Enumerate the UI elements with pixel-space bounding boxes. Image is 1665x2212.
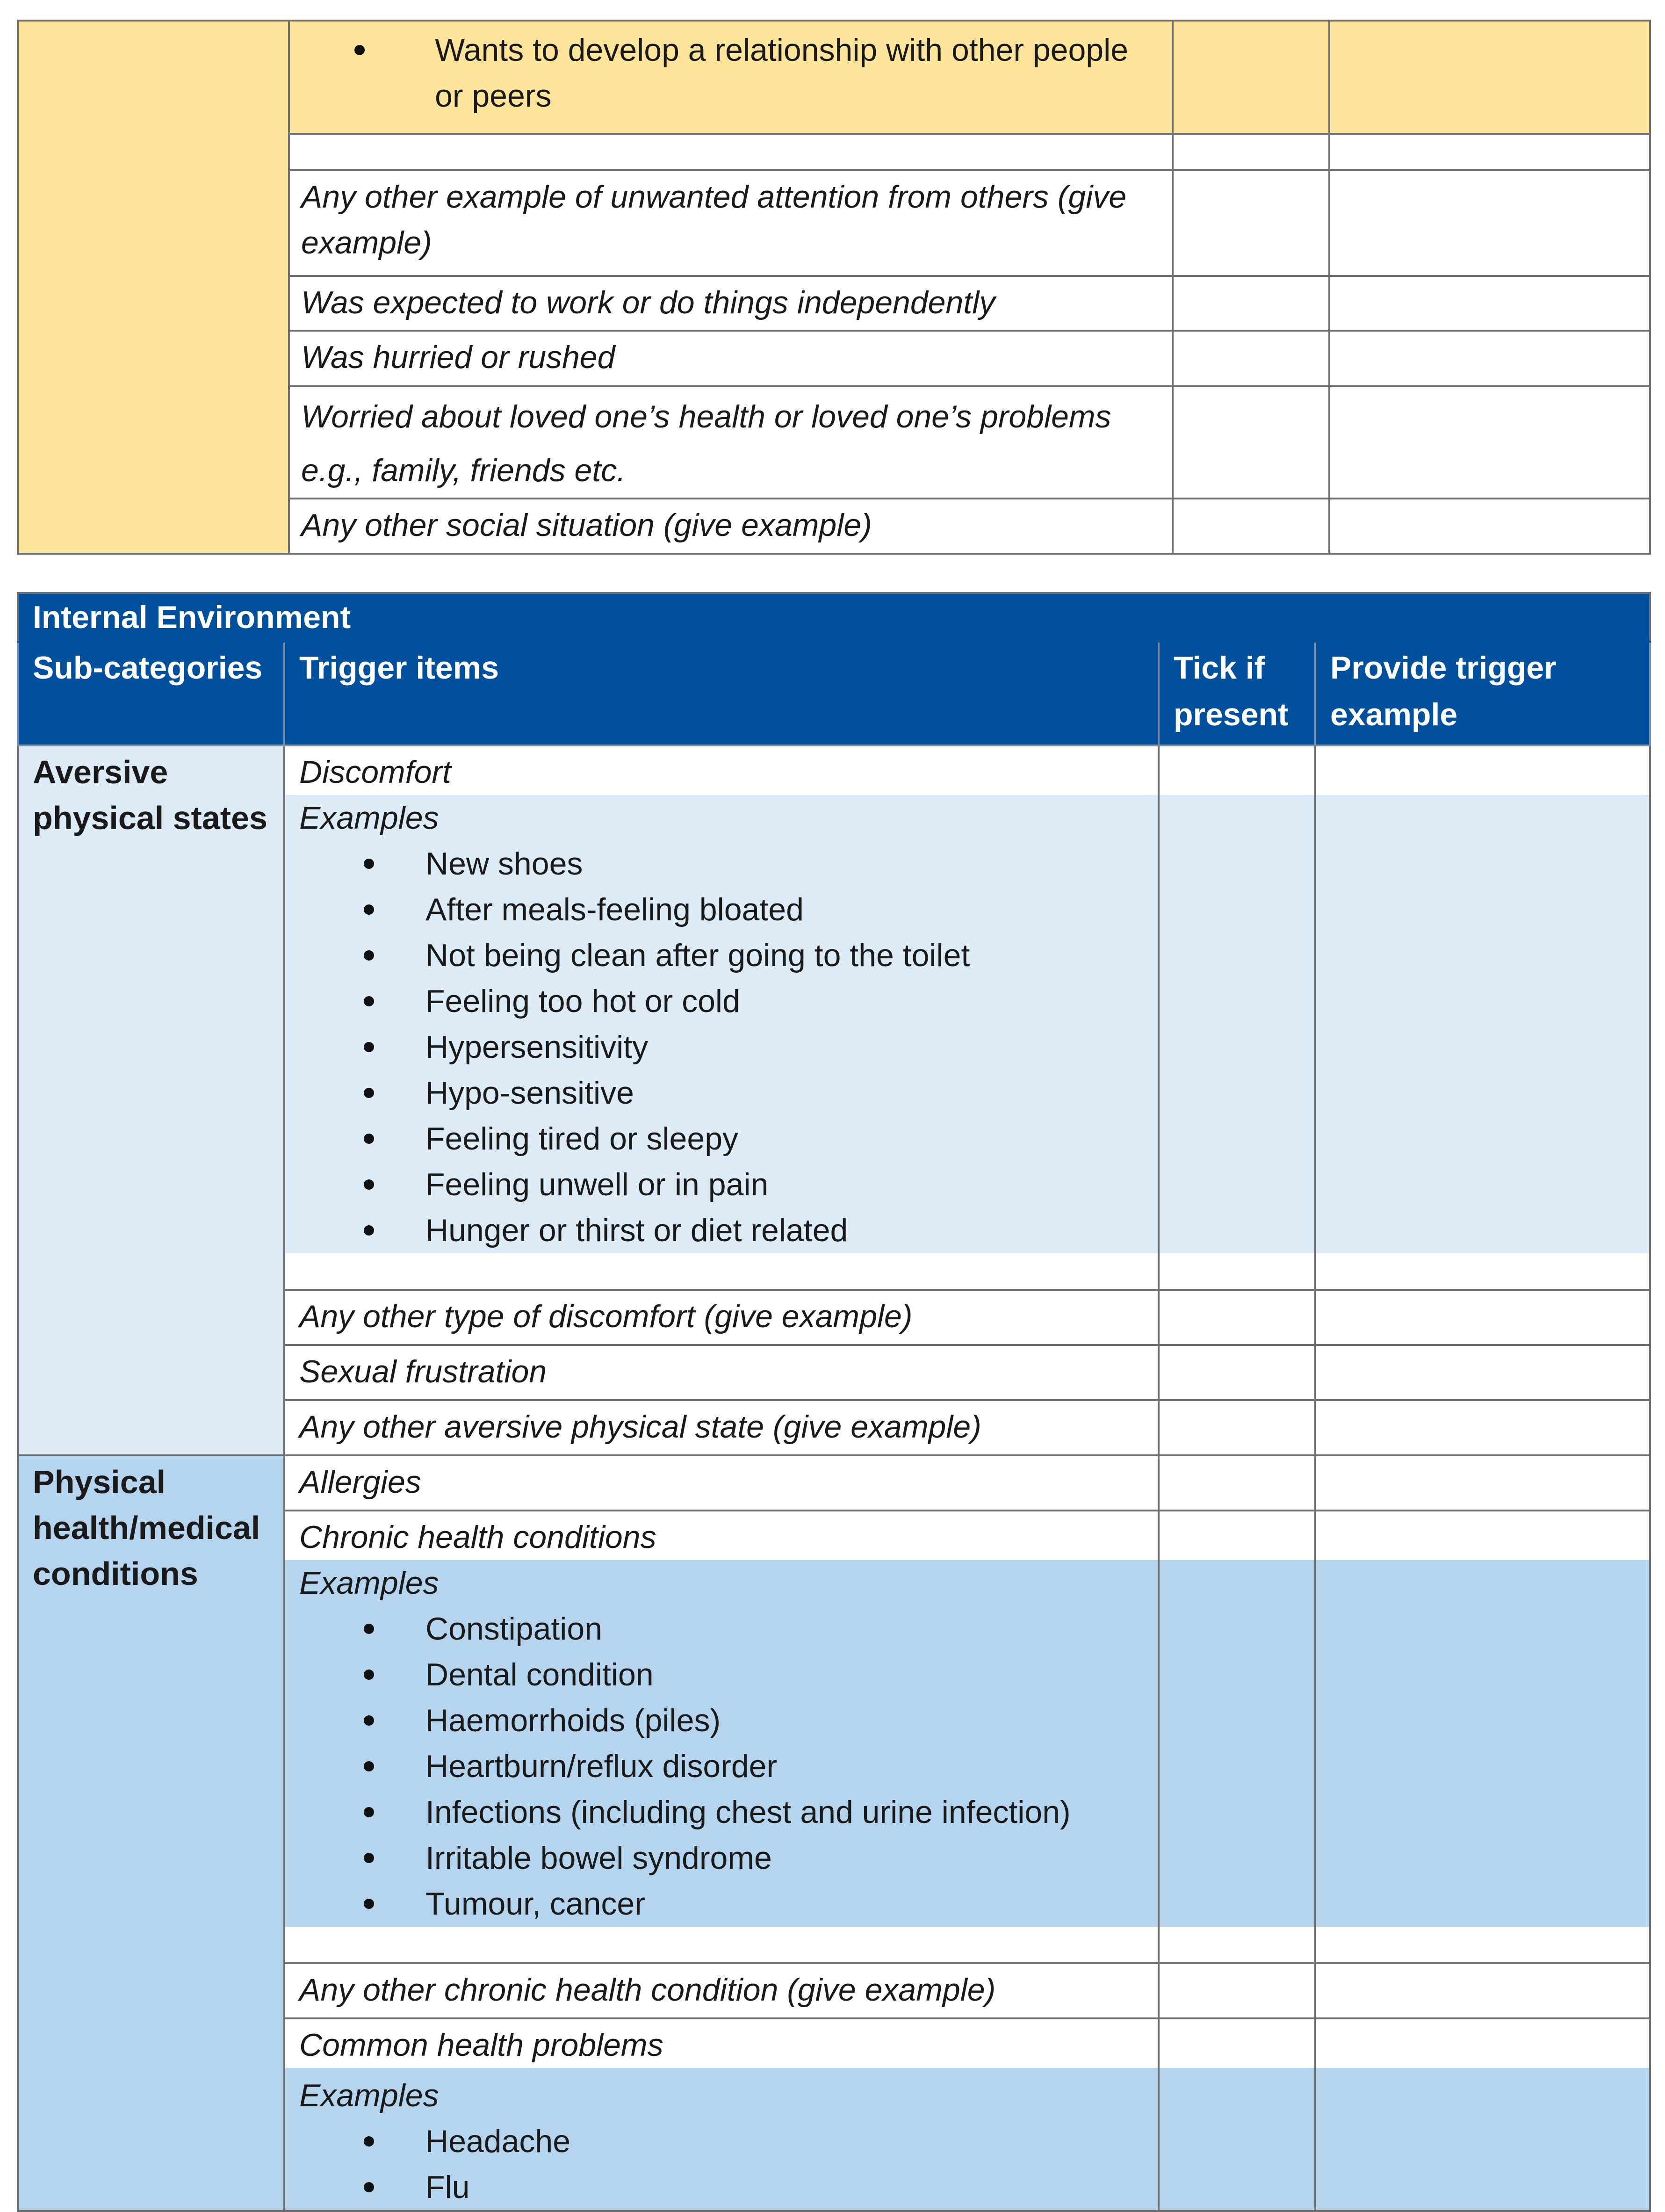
tick-cell[interactable] [1159, 2018, 1315, 2068]
trigger-item-cell: Any other type of discomfort (give example) [284, 1290, 1159, 1345]
example-item-text: Feeling unwell or in pain [425, 1167, 769, 1202]
tick-cell[interactable] [1173, 386, 1329, 499]
example-cell[interactable] [1315, 745, 1650, 795]
tick-cell[interactable] [1159, 1511, 1315, 1560]
header-trigger-items: Trigger items [284, 642, 1159, 745]
tick-cell[interactable] [1159, 1963, 1315, 2018]
list-item [299, 933, 1144, 978]
bullet-icon [364, 1179, 374, 1190]
example-cell[interactable] [1315, 1455, 1650, 1511]
examples-label: Examples [299, 2078, 439, 2113]
tick-cell[interactable] [1159, 1290, 1315, 1345]
trigger-item-cell: Common health problems [284, 2018, 1159, 2068]
header-provide-example: Provide trigger example [1315, 642, 1650, 745]
example-item-text: New shoes [425, 846, 583, 882]
list-item [299, 2118, 1144, 2164]
social-situations-table [17, 20, 1651, 555]
example-cell[interactable] [1329, 386, 1650, 499]
spacer-cell [284, 1253, 1159, 1290]
examples-cell [284, 2068, 1159, 2211]
tick-cell[interactable] [1159, 1927, 1315, 1963]
example-item-text: Feeling too hot or cold [425, 983, 740, 1019]
example-cell[interactable] [1315, 2018, 1650, 2068]
examples-label: Examples [299, 1565, 439, 1601]
list-item [299, 1652, 1144, 1698]
bullet-icon [364, 1670, 374, 1680]
example-item-text: Hunger or thirst or diet related [425, 1213, 848, 1248]
example-item-text: Irritable bowel syndrome [425, 1840, 772, 1876]
trigger-item-cell: Worried about loved one’s health or loved one’s problems e.g., family, friends etc. [289, 386, 1173, 499]
trigger-item-cell: Any other aversive physical state (give example) [284, 1400, 1159, 1455]
tick-cell[interactable] [1173, 331, 1329, 386]
tick-cell[interactable] [1173, 276, 1329, 331]
list-item [299, 1835, 1144, 1881]
example-item-text: Headache [425, 2124, 571, 2159]
list-item [299, 1116, 1144, 1162]
example-cell[interactable] [1329, 170, 1650, 276]
bullet-icon [364, 2182, 374, 2192]
bullet-icon [364, 1899, 374, 1909]
spacer-cell [289, 134, 1173, 170]
bullet-icon [364, 859, 374, 869]
bullet-icon [364, 2136, 374, 2147]
bullet-icon [364, 1715, 374, 1726]
example-item-text: Not being clean after going to the toilet [425, 938, 970, 973]
example-cell[interactable] [1315, 1927, 1650, 1963]
tick-cell[interactable] [1173, 21, 1329, 134]
example-cell[interactable] [1315, 1253, 1650, 1290]
examples-list [299, 841, 1144, 1253]
examples-label: Examples [299, 800, 439, 836]
list-item [299, 1024, 1144, 1070]
trigger-item-cell: Any other example of unwanted attention from others (give example) [289, 170, 1173, 276]
bullet-icon [364, 950, 374, 961]
example-cell[interactable] [1315, 1963, 1650, 2018]
example-cell[interactable] [1329, 134, 1650, 170]
category-aversive-physical-states: Aversive physical states [18, 745, 284, 1455]
bullet-icon [364, 1225, 374, 1236]
list-item [299, 1789, 1144, 1835]
example-item-text: Feeling tired or sleepy [425, 1121, 739, 1157]
tick-cell[interactable] [1159, 2068, 1315, 2211]
tick-cell[interactable] [1159, 1345, 1315, 1400]
example-item-text: Infections (including chest and urine infection) [425, 1794, 1071, 1830]
list-item [299, 1606, 1144, 1652]
example-cell[interactable] [1315, 2068, 1650, 2211]
tick-cell[interactable] [1173, 134, 1329, 170]
bullet-icon [364, 1853, 374, 1863]
list-item [299, 1698, 1144, 1743]
example-cell[interactable] [1315, 1400, 1650, 1455]
list-item [299, 1070, 1144, 1116]
example-cell[interactable] [1315, 1290, 1650, 1345]
example-cell[interactable] [1329, 276, 1650, 331]
tick-cell[interactable] [1159, 1560, 1315, 1927]
example-item-text: After meals-feeling bloated [425, 892, 804, 927]
example-cell[interactable] [1329, 331, 1650, 386]
list-item [299, 1207, 1144, 1253]
category-physical-health-medical-conditions: Physical health/medical conditions [18, 1455, 284, 2211]
trigger-item-cell [289, 21, 1173, 134]
trigger-item-cell: Chronic health conditions [284, 1511, 1159, 1560]
tick-cell[interactable] [1173, 499, 1329, 554]
example-item-text: Constipation [425, 1611, 603, 1647]
bullet-icon [364, 1042, 374, 1052]
example-item-text: Flu [425, 2169, 470, 2205]
trigger-item-cell: Sexual frustration [284, 1345, 1159, 1400]
list-item [299, 1743, 1144, 1789]
bullet-icon [354, 45, 365, 55]
example-item-text: Tumour, cancer [425, 1886, 645, 1922]
example-cell[interactable] [1315, 1560, 1650, 1927]
list-item [299, 887, 1144, 933]
example-cell[interactable] [1315, 1345, 1650, 1400]
list-item [299, 1162, 1144, 1207]
list-item [299, 1881, 1144, 1927]
trigger-item-cell: Was hurried or rushed [289, 331, 1173, 386]
header-tick-if-present: Tick if present [1159, 642, 1315, 745]
list-item [290, 27, 1160, 119]
list-item [299, 2164, 1144, 2210]
spacer-cell [284, 1927, 1159, 1963]
trigger-item-cell: Any other chronic health condition (give example) [284, 1963, 1159, 2018]
examples-cell [284, 1560, 1159, 1927]
header-sub-categories: Sub-categories [18, 642, 284, 745]
internal-environment-table [17, 592, 1651, 2212]
bullet-icon [364, 1134, 374, 1144]
examples-list [299, 1606, 1144, 1927]
section-title: Internal Environment [18, 593, 1650, 642]
sub-category-cell [18, 21, 289, 554]
bullet-icon [364, 1807, 374, 1817]
bullet-icon [364, 1761, 374, 1771]
bullet-icon [364, 1088, 374, 1098]
tick-cell[interactable] [1159, 1253, 1315, 1290]
trigger-item-cell: Was expected to work or do things independently [289, 276, 1173, 331]
bullet-icon [364, 996, 374, 1006]
trigger-item-cell: Discomfort [284, 745, 1159, 795]
example-item-text: Dental condition [425, 1657, 654, 1692]
bullet-icon [364, 1624, 374, 1634]
tick-cell[interactable] [1159, 795, 1315, 1253]
trigger-item-cell: Allergies [284, 1455, 1159, 1511]
example-cell[interactable] [1329, 21, 1650, 134]
tick-cell[interactable] [1173, 170, 1329, 276]
trigger-item-cell: Any other social situation (give example) [289, 499, 1173, 554]
example-cell[interactable] [1315, 795, 1650, 1253]
example-item-text: Haemorrhoids (piles) [425, 1703, 721, 1738]
example-item-text: Hypersensitivity [425, 1029, 649, 1065]
examples-cell [284, 795, 1159, 1253]
example-cell[interactable] [1315, 1511, 1650, 1560]
example-cell[interactable] [1329, 499, 1650, 554]
trigger-item-text: Wants to develop a relationship with other people or peers [435, 32, 1129, 114]
list-item [299, 841, 1144, 887]
example-item-text: Heartburn/reflux disorder [425, 1749, 778, 1784]
tick-cell[interactable] [1159, 1400, 1315, 1455]
tick-cell[interactable] [1159, 1455, 1315, 1511]
example-item-text: Hypo-sensitive [425, 1075, 634, 1111]
bullet-icon [364, 904, 374, 915]
tick-cell[interactable] [1159, 745, 1315, 795]
examples-list [299, 2118, 1144, 2210]
list-item [299, 978, 1144, 1024]
